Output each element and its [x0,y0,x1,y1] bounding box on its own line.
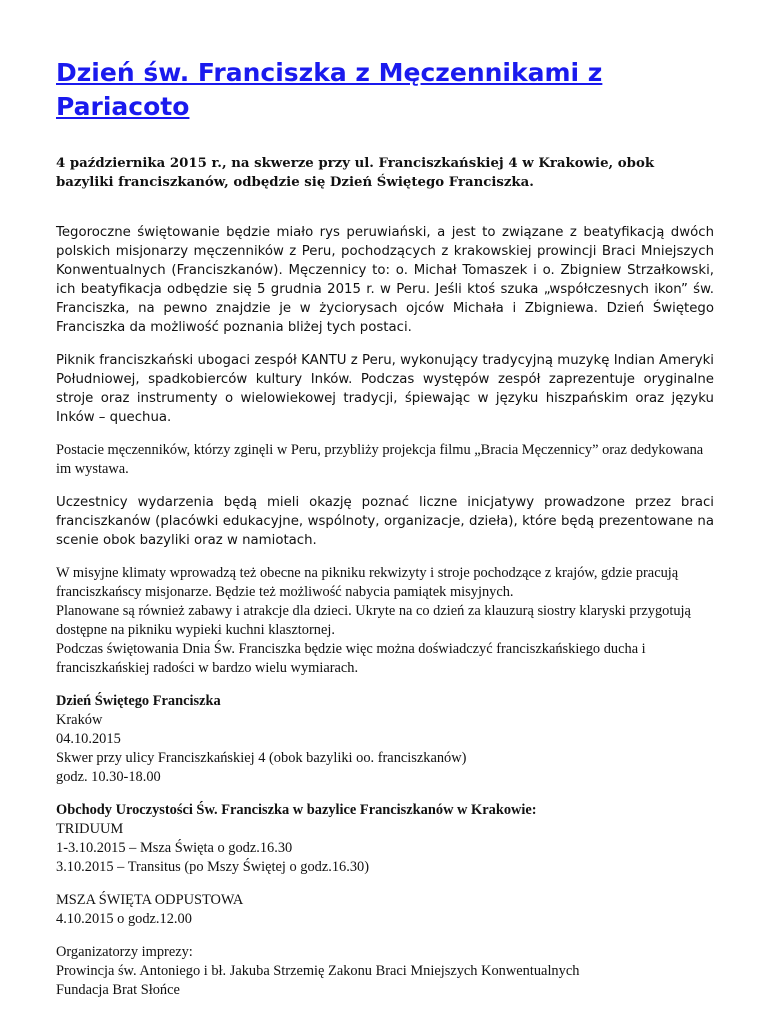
lead-paragraph: 4 października 2015 r., na skwerze przy ul. Franciszkańskiej 4 w Krakowie, obok bazyliki franciszkanów, odbędzie się Dzień Świętego Franciszka. [56,156,655,190]
event-place: Skwer przy ulicy Franciszkańskiej 4 (obok bazyliki oo. franciszkanów) [56,750,467,766]
article [56,56,714,1014]
organizers-info [56,943,714,1000]
paragraph-initiatives: Uczestnicy wydarzenia będą mieli okazję poznać liczne inicjatywy prowadzone przez braci franciszkanów (placówki edukacyjne, wspólnoty, organizacje, dzieła), które będą prezentowane na scenie obok bazyliki oraz w namiotach. [56,495,714,548]
organizers-heading: Organizatorzy imprezy: [56,944,193,960]
mission-line: W misyjne klimaty wprowadzą też obecne na pikniku rekwizyty i stroje pochodzące z krajów, gdzie pracują franciszkańscy misjonarze. Będzie też możliwość nabycia pamiątek misyjnych. [56,565,679,600]
paragraph-beatification: Tegoroczne świętowanie będzie miało rys peruwiański, a jest to związane z beatyfikacją dwóch polskich misjonarzy męczenników z Peru, pochodzących z krakowskiej prowincji Braci Mniejszych Konwentualnych (Franciszkanów). Męczennicy to: o. Michał Tomaszek i o. Zbigniew Strzałkowski, ich beatyfikacja odbędzie się 5 grudnia 2015 r. w Peru. Jeśli ktoś szuka „współczesnych ikon” św. Franciszka, na pewno znajdzie je w życiorysach ojców Michała i Zbigniewa. Dzień Świętego Franciszka da możliwość poznania bliżej tych postaci. [56,225,714,335]
event-date: 04.10.2015 [56,731,121,747]
spirit-line: Podczas świętowania Dnia Św. Franciszka będzie więc można doświadczyć franciszkańskiego ducha i franciszkańskiej radości w bardzo wielu wymiarach. [56,641,646,676]
event-heading: Dzień Świętego Franciszka [56,693,221,709]
mass-info [56,891,714,929]
event-info [56,692,714,787]
organizer-foundation: Fundacja Brat Słońce [56,982,180,998]
paragraph-mission [56,564,714,678]
triduum-label: TRIDUUM [56,821,124,837]
event-city: Kraków [56,712,103,728]
triduum-mass: 1-3.10.2015 – Msza Święta o godz.16.30 [56,840,293,856]
paragraph-film: Postacie męczenników, którzy zginęli w Peru, przybliży projekcja filmu „Bracia Męczennicy” oraz dedykowana im wystawa. [56,442,704,477]
article-title-link[interactable]: Dzień św. Franciszka z Męczennikami z Pariacoto [56,58,603,121]
event-hours: godz. 10.30-18.00 [56,769,161,785]
celebrations-heading: Obchody Uroczystości Św. Franciszka w bazylice Franciszkanów w Krakowie: [56,802,537,818]
mass-time: 4.10.2015 o godz.12.00 [56,911,192,927]
celebrations-info [56,801,714,877]
kids-line: Planowane są również zabawy i atrakcje dla dzieci. Ukryte na co dzień za klauzurą siostry klaryski przygotują dostępne na pikniku wypieki kuchni klasztornej. [56,603,691,638]
organizer-province: Prowincja św. Antoniego i bł. Jakuba Strzemię Zakonu Braci Mniejszych Konwentualnych [56,963,580,979]
mass-heading: MSZA ŚWIĘTA ODPUSTOWA [56,892,244,908]
paragraph-kantu: Piknik franciszkański ubogaci zespół KANTU z Peru, wykonujący tradycyjną muzykę Indian Ameryki Południowej, spadkobierców kultury Inków. Podczas występów zespół zaprezentuje oryginalne stroje oraz instrumenty o wielowiekowej tradycji, śpiewając w języku hiszpańskim oraz języku Inków – quechua. [56,353,714,425]
transitus: 3.10.2015 – Transitus (po Mszy Świętej o godz.16.30) [56,859,369,875]
